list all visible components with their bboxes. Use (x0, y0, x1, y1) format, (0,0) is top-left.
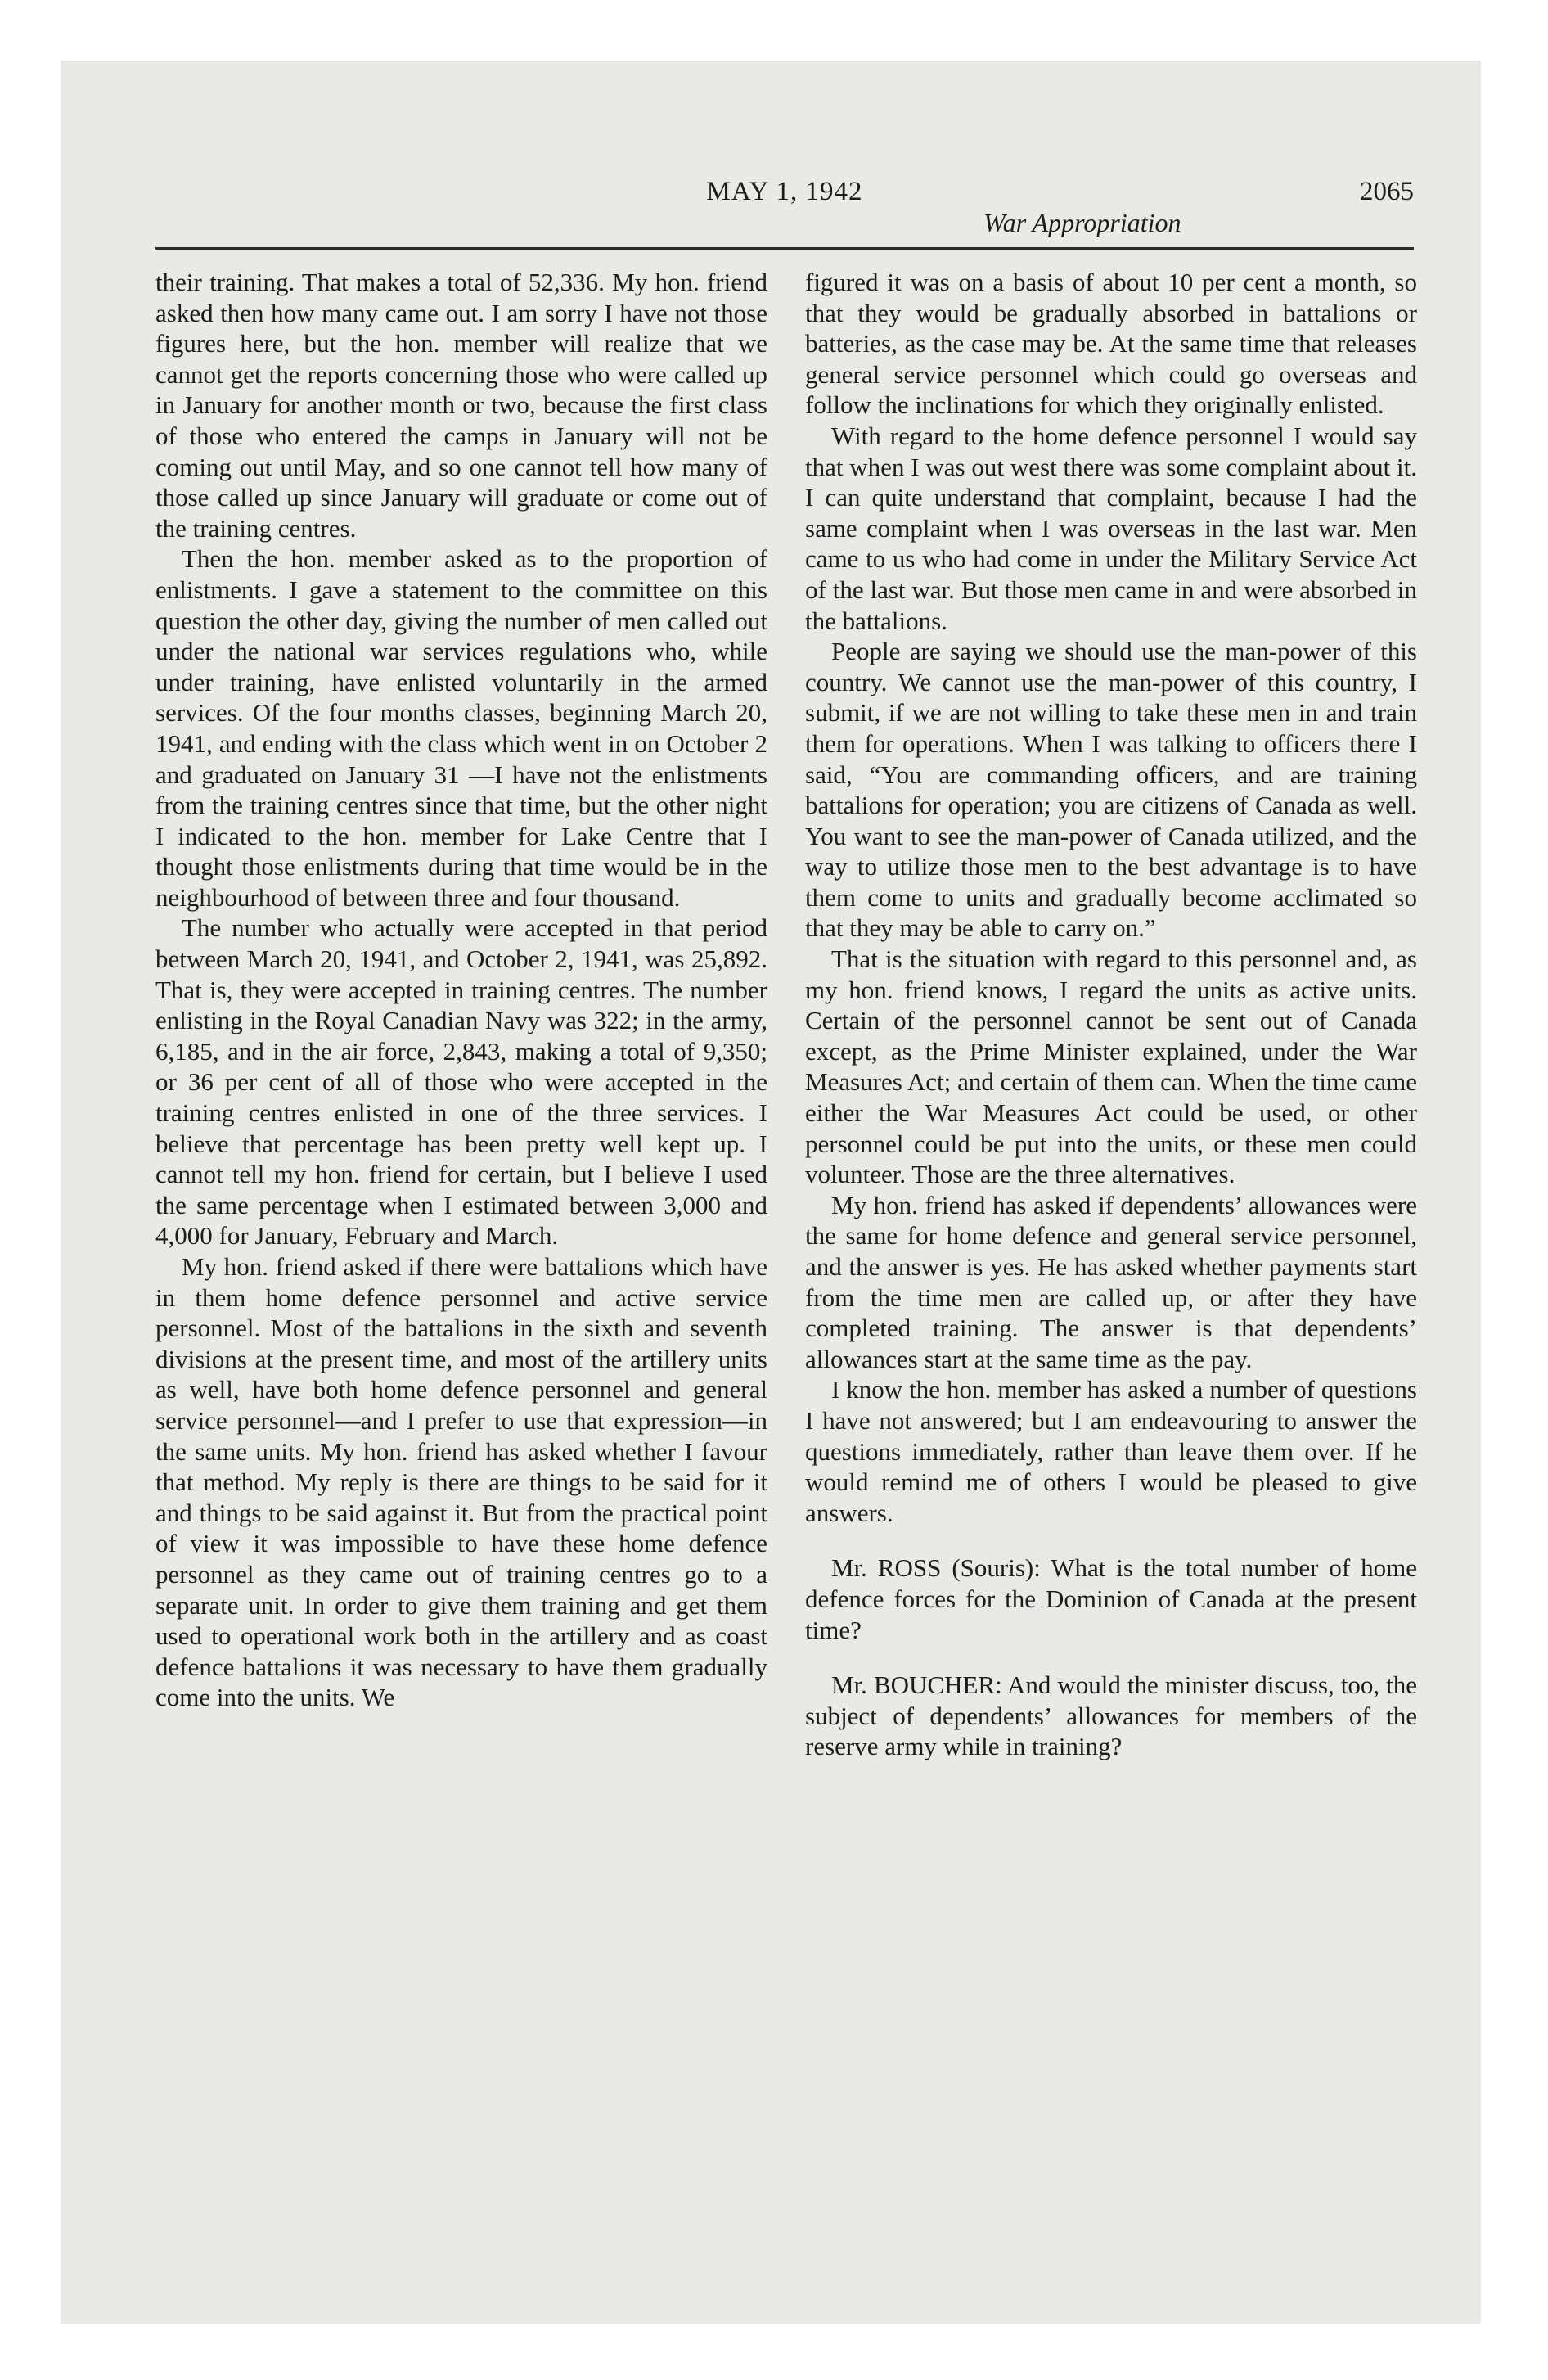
page-header (155, 170, 1414, 239)
paragraph: I know the hon. member has asked a number of questions I have not answered; but I am endeavouring to answer the questions immediately, rather than leave them over. If he would remind me of others I would be pleased to give answers. (805, 1375, 1417, 1527)
header-rule (155, 247, 1414, 250)
paragraph: Then the hon. member asked as to the proportion of enlistments. I gave a statement to the committee on this question the other day, giving the number of men called out under the national war services regulations who, while under training, have enlisted voluntarily in the armed services. Of the four months classes, beginning March 20, 1941, and ending with the class which went in on October 2 and graduated on January 31 —I have not the enlistments from the training centres since that time, but the other night I indicated to the hon. member for Lake Centre that I thought those enlistments during that time would be in the neighbourhood of between three and four thousand. (155, 544, 767, 912)
left-column (155, 267, 767, 1713)
paragraph: That is the situation with regard to this personnel and, as my hon. friend knows, I regard the units as active units. Certain of the personnel cannot be sent out of Canada except, as the Prime Minister explained, under the War Measures Act; and certain of them can. When the time came either the War Measures Act could be used, or other personnel could be put into the units, or these men could volunteer. Those are the three alternatives. (805, 944, 1417, 1189)
right-column (805, 267, 1417, 1762)
header-date: MAY 1, 1942 (706, 177, 863, 206)
paragraph: People are saying we should use the man-power of this country. We cannot use the man-power of this country, I submit, if we are not willing to take these men in and train them for operations. When I was talking to officers there I said, “You are commanding officers, and are training battalions for operation; you are citizens of Canada as well. You want to see the man-power of Canada utilized, and the way to utilize those men to the best advantage is to have them come to units and gradually become acclimated so that they may be able to carry on.” (805, 637, 1417, 943)
paragraph: figured it was on a basis of about 10 per cent a month, so that they would be gradually absorbed in battalions or batteries, as the case may be. At the same time that releases general service personnel which could go overseas and follow the inclinations for which they originally enlisted. (805, 268, 1417, 420)
header-subject: War Appropriation (983, 208, 1181, 237)
speaker-paragraph: Mr. ROSS (Souris): What is the total number of home defence forces for the Dominion of Canada at the present time? (805, 1553, 1417, 1644)
paragraph: My hon. friend has asked if dependents’ allowances were the same for home defence and general service personnel, and the answer is yes. He has asked whether payments start from the time men are called up, or after they have completed training. The answer is that dependents’ allowances start at the same time as the pay. (805, 1190, 1417, 1373)
page-number: 2065 (1360, 177, 1414, 206)
paragraph: their training. That makes a total of 52,336. My hon. friend asked then how many came out. I am sorry I have not those figures here, but the hon. member will realize that we cannot get the reports concerning those who were called up in January for another month or two, because the first class of those who entered the camps in January will not be coming out until May, and so one cannot tell how many of those called up since January will graduate or come out of the training centres. (155, 268, 767, 543)
paragraph: My hon. friend asked if there were battalions which have in them home defence personnel and active service personnel. Most of the battalions in the sixth and seventh divisions at the present time, and most of the artillery units as well, have both home defence personnel and general service personnel—and I prefer to use that expression—in the same units. My hon. friend has asked whether I favour that method. My reply is there are things to be said for it and things to be said against it. But from the practical point of view it was impossible to have these home defence personnel as they came out of training centres go to a separate unit. In order to give them training and get them used to operational work both in the artillery and as coast defence battalions it was necessary to have them gradually come into the units. We (155, 1252, 767, 1712)
paragraph: With regard to the home defence personnel I would say that when I was out west there was some complaint about it. I can quite understand that complaint, because I had the same complaint when I was overseas in the last war. Men came to us who had come in under the Military Service Act of the last war. But those men came in and were absorbed in the battalions. (805, 421, 1417, 635)
speaker-paragraph: Mr. BOUCHER: And would the minister discuss, too, the subject of dependents’ allowances for members of the reserve army while in training? (805, 1670, 1417, 1761)
paragraph: The number who actually were accepted in that period between March 20, 1941, and October 2, 1941, was 25,892. That is, they were accepted in training centres. The number enlisting in the Royal Canadian Navy was 322; in the army, 6,185, and in the air force, 2,843, making a total of 9,350; or 36 per cent of all of those who were accepted in the training centres enlisted in one of the three services. I believe that percentage has been pretty well kept up. I cannot tell my hon. friend for certain, but I believe I used the same percentage when I estimated between 3,000 and 4,000 for January, February and March. (155, 913, 767, 1251)
